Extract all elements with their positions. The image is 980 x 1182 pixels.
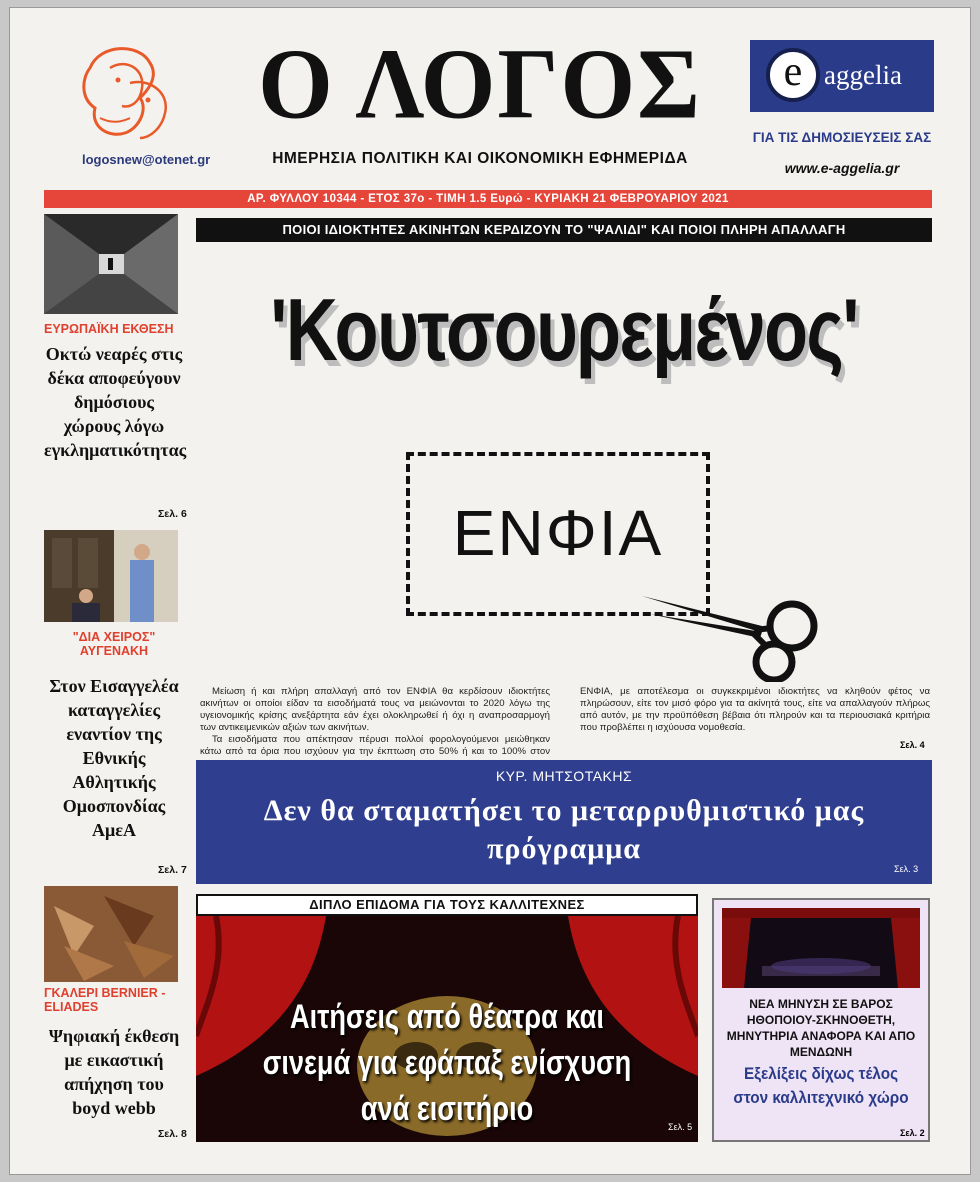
- scissors-icon: [642, 592, 832, 682]
- eaggelia-url: www.e-aggelia.gr: [784, 160, 900, 176]
- sidebar-kicker-1: ΕΥΡΩΠΑΪΚΗ ΕΚΘΕΣΗ: [44, 322, 174, 336]
- eaggelia-logo: [750, 40, 934, 112]
- pm-headline: Δεν θα σταματήσει το μεταρρυθμιστικό μας πρόγραμμα: [263, 794, 865, 865]
- main-kicker-strip: ΠΟΙΟΙ ΙΔΙΟΚΤΗΤΕΣ ΑΚΙΝΗΤΩΝ ΚΕΡΔΙΖΟΥΝ ΤΟ "ΨΑΛΙΔΙ" ΚΑΙ ΠΟΙΟΙ ΠΛΗΡΗ ΑΠΑΛΛΑΓΗ: [196, 218, 932, 242]
- lawsuit-story-box: [712, 898, 930, 1142]
- corridor-photo: [44, 214, 178, 314]
- eaggelia-letter: e: [766, 48, 820, 102]
- sidebar-headline-2: Στον Εισαγγελέα καταγγελίες εναντίον της Εθνικής Αθλητικής Ομοσπονδίας ΑμεΑ: [49, 676, 179, 840]
- theater-kicker-strip: ΔΙΠΛΟ ΕΠΙΔΟΜΑ ΓΙΑ ΤΟΥΣ ΚΑΛΛΙΤΕΧΝΕΣ: [196, 894, 698, 916]
- body-paragraph-1: Μείωση ή και πλήρη απαλλαγή από τον ΕΝΦΙΑ θα κερδίσουν ιδιοκτήτες ακινήτων οι οποίοι είδαν τα εισοδήματά τους να μειώνονται το 2020 λόγω της υγειονομικής κρίσης ανεξάρτητα εάν έχει ολοκληρωθεί ή όχι η αναπροσαρμογή των αντικειμενικών αξιών των ακινήτων.: [200, 686, 550, 733]
- eaggelia-tagline: ΓΙΑ ΤΙΣ ΔΗΜΟΣΙΕΥΣΕΙΣ ΣΑΣ: [752, 130, 932, 145]
- theater-headline: Αιτήσεις από θέατρα και σινεμά για εφάπαξ ενίσχυση ανά εισιτήριο: [262, 998, 632, 1128]
- theater-story-box: [196, 894, 698, 1142]
- gallery-artwork: [44, 886, 178, 982]
- sidebar-kicker-2: "ΔΙΑ ΧΕΙΡΟΣ" ΑΥΓΕΝΑΚΗ: [72, 630, 156, 658]
- lawsuit-page-ref: Σελ. 2: [900, 1128, 925, 1138]
- masthead-subtitle: ΗΜΕΡΗΣΙΑ ΠΟΛΙΤΙΚΗ ΚΑΙ ΟΙΚΟΝΟΜΙΚΗ ΕΦΗΜΕΡΙΔΑ: [272, 150, 688, 167]
- pm-page-ref: Σελ. 3: [894, 864, 919, 874]
- sidebar-headline-3: Ψηφιακή έκθεση με εικαστική απήχηση του boyd webb: [48, 1026, 180, 1118]
- eaggelia-name: aggelia: [824, 60, 902, 90]
- faces-logo: [70, 38, 190, 148]
- lawsuit-kicker: ΝΕΑ ΜΗΝΥΣΗ ΣΕ ΒΑΡΟΣ ΗΘΟΠΟΙΟΥ-ΣΚΗΝΟΘΕΤΗ, ΜΗΝΥΤΗΡΙΑ ΑΝΑΦΟΡΑ ΚΑΙ ΑΠΟ ΜΕΝΔΩΝΗ: [726, 997, 916, 1059]
- enfia-label: ΕΝΦΙΑ: [452, 497, 664, 569]
- body-paragraph-2: Τα εισοδήματα που απέκτησαν πέρυσι πολλοί φορολογούμενοι μειώθηκαν κάτω από τα όρια που ισχύουν για την έκπτωση στο 50% ή και το 100% στον ΕΝΦΙΑ, με αποτέλεσμα οι συγκεκριμένοι ιδιοκτήτες να κληθούν φέτος να πληρώσουν, είτε τον μισό φόρο για τα ακίνητά τους, είτε να απαλλαγούν πλήρως από αυτόν, με την προϋπόθεση βέβαια ότι πληρούν και τα περιουσιακά κριτήρια που προβλέπει η ισχύουσα νομοθεσία.: [200, 686, 930, 757]
- email-address: logosnew@otenet.gr: [82, 152, 211, 167]
- pm-kicker: ΚΥΡ. ΜΗΤΣΟΤΑΚΗΣ: [495, 768, 633, 784]
- issue-info-bar: ΑΡ. ΦΥΛΛΟΥ 10344 - ΕΤΟΣ 37ο - ΤΙΜΗ 1.5 Ευρώ - ΚΥΡΙΑΚΗ 21 ΦΕΒΡΟΥΑΡΙΟΥ 2021: [44, 190, 932, 208]
- masthead-title: Ο ΛΟΓΟΣ: [258, 27, 702, 140]
- stage-photo: [722, 908, 920, 988]
- newspaper-front-page: [10, 8, 970, 1174]
- pm-story-box: [196, 760, 932, 884]
- main-headline: 'Κουτσουρεμένος': [270, 280, 858, 379]
- sidebar-page-1: Σελ. 6: [158, 508, 187, 520]
- main-page-ref: Σελ. 4: [900, 740, 925, 750]
- theater-page-ref: Σελ. 5: [668, 1122, 693, 1132]
- sidebar-page-3: Σελ. 8: [158, 1128, 187, 1140]
- sidebar-kicker-3: ΓΚΑΛΕΡΙ BERNIER - ELIADES: [44, 986, 166, 1014]
- sidebar-page-2: Σελ. 7: [158, 864, 187, 876]
- lawsuit-headline: Εξελίξεις δίχως τέλος στον καλλιτεχνικό χώρο: [733, 1064, 909, 1107]
- main-body-text: [200, 686, 930, 758]
- sidebar-headline-1: Οκτώ νεαρές στις δέκα αποφεύγουν δημόσιους χώρους λόγω εγκληματικότητας: [44, 344, 187, 460]
- officials-photo: [44, 530, 178, 622]
